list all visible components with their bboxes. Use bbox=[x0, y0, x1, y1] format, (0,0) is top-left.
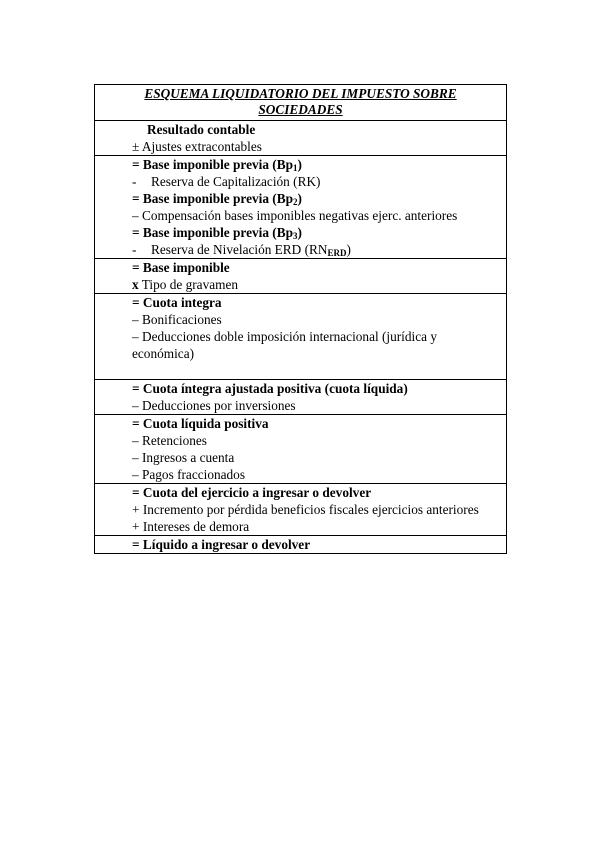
line-pagos-fraccionados: – Pagos fraccionados bbox=[132, 467, 245, 482]
line-ajustes: ± Ajustes extracontables bbox=[132, 139, 262, 154]
line-bp1: = Base imponible previa $(Bp_1)$ bbox=[132, 157, 302, 173]
line-cuota-integra-ajustada: = Cuota íntegra ajustada positiva (cuota líquida) bbox=[132, 381, 408, 396]
line-deducciones-inversiones: – Deducciones por inversiones bbox=[132, 398, 296, 413]
line-cuota-ejercicio: = Cuota del ejercicio a ingresar o devolver bbox=[132, 485, 372, 500]
line-deducciones-doble-imposicion: – Deducciones doble imposición internacional (jurídica y económica) bbox=[132, 329, 437, 361]
section-base-imponible bbox=[95, 259, 506, 294]
line-reserva-capitalizacion: - Reserva de Capitalización (RK) bbox=[132, 174, 321, 189]
line-tipo-gravamen: x Tipo de gravamen bbox=[132, 277, 239, 292]
table-title bbox=[95, 85, 506, 121]
line-resultado-contable: Resultado contable bbox=[147, 122, 256, 137]
line-intereses-demora: + Intereses de demora bbox=[132, 519, 250, 534]
section-cuota-integra bbox=[95, 294, 506, 380]
line-bp3: = Base imponible previa $(Bp_3)$ bbox=[132, 225, 302, 241]
line-retenciones: – Retenciones bbox=[132, 433, 207, 448]
section-cuota-liquida-positiva bbox=[95, 415, 506, 484]
line-reserva-nivelacion: - Reserva de Nivelación ERD $(RN_{ERD})$ bbox=[132, 242, 351, 258]
title-line-2: SOCIEDADES bbox=[258, 102, 343, 117]
tax-scheme-table bbox=[94, 84, 507, 554]
line-base-imponible: = Base imponible bbox=[132, 260, 230, 275]
section-cuota-liquida bbox=[95, 380, 506, 415]
line-cuota-liquida-positiva: = Cuota líquida positiva bbox=[132, 416, 269, 431]
section-cuota-ejercicio bbox=[95, 484, 506, 536]
line-bp2: = Base imponible previa $(Bp_2)$ bbox=[132, 191, 302, 207]
line-incremento-perdida: + Incremento por pérdida beneficios fiscales ejercicios anteriores bbox=[132, 502, 479, 517]
title-line-1: ESQUEMA LIQUIDATORIO DEL IMPUESTO SOBRE bbox=[144, 86, 457, 101]
line-liquido-a-ingresar: = Líquido a ingresar o devolver bbox=[132, 537, 311, 552]
section-resultado bbox=[95, 121, 506, 156]
section-liquido bbox=[95, 536, 506, 553]
section-base-previa bbox=[95, 156, 506, 259]
line-cuota-integra: = Cuota integra bbox=[132, 295, 222, 310]
line-compensacion: – Compensación bases imponibles negativas ejerc. anteriores bbox=[132, 208, 458, 223]
line-bonificaciones: – Bonificaciones bbox=[132, 312, 222, 327]
line-ingresos-a-cuenta: – Ingresos a cuenta bbox=[132, 450, 235, 465]
blank-spacer bbox=[132, 362, 506, 379]
